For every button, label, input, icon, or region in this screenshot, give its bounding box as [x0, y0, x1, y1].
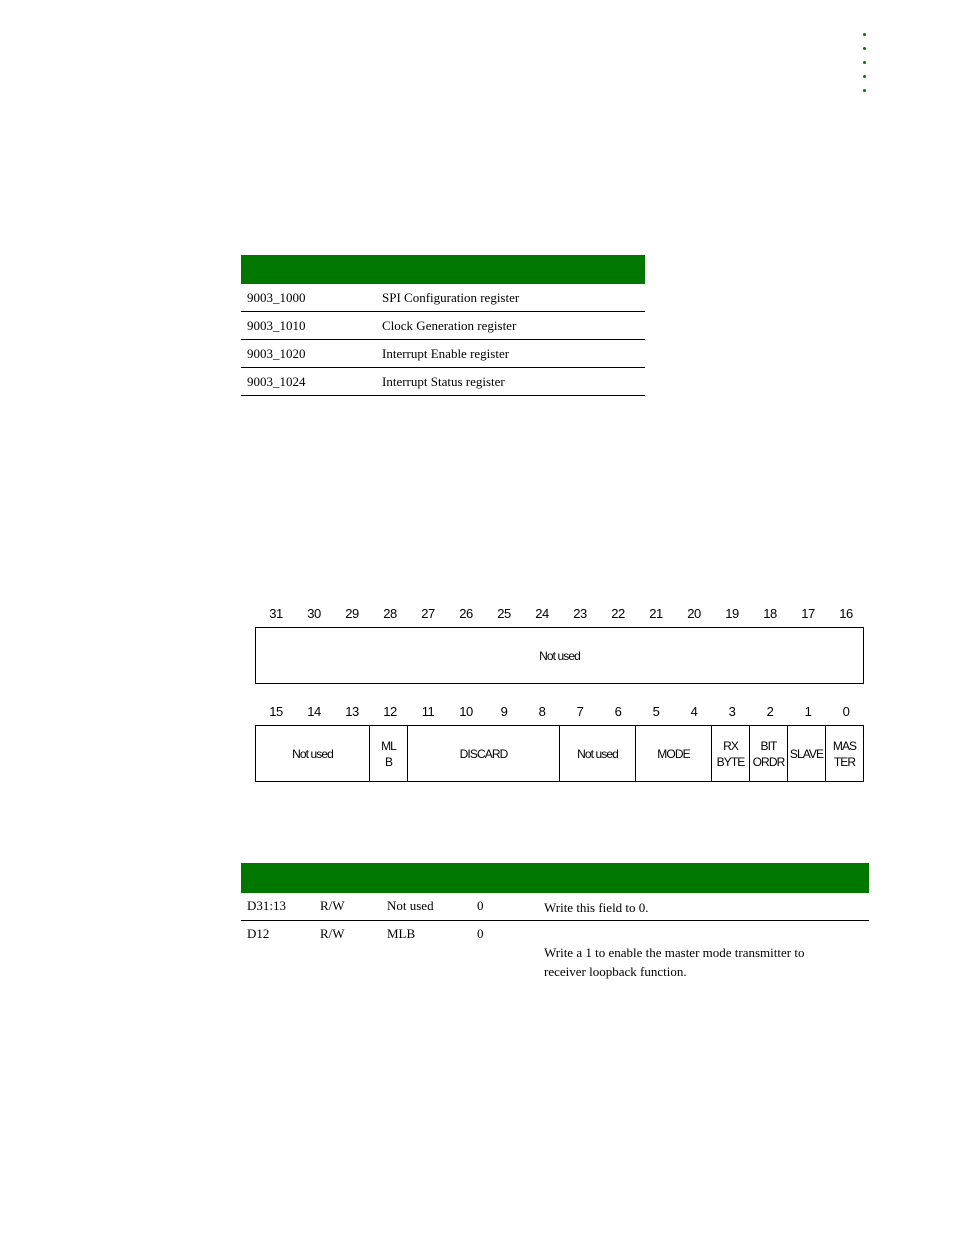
access-cell: R/W: [320, 898, 345, 913]
bit-number: 22: [611, 606, 625, 621]
register-cell: Clock Generation register: [382, 318, 517, 333]
bits-cell: D31:13: [247, 898, 286, 913]
field-label: Not used: [577, 746, 618, 761]
bit-number: 23: [573, 606, 587, 621]
field-label: Not used: [292, 746, 333, 761]
bit-number: 6: [614, 704, 622, 719]
field-not-used-7-6: [559, 726, 635, 781]
register-address-table: [241, 255, 645, 396]
upper-bit-numbers: [255, 606, 864, 622]
margin-dots-decoration: [863, 33, 869, 103]
address-cell: 9003_1010: [247, 318, 306, 333]
description-cell: Write a 1 to enable the master mode transmitter to receiver loopback function.: [544, 945, 805, 979]
bit-number: 0: [842, 704, 850, 719]
bit-number: 18: [763, 606, 777, 621]
field-discard: [407, 726, 559, 781]
upper-register-box: [255, 627, 864, 684]
bit-number: 8: [538, 704, 546, 719]
field-label-line2: ORDR: [752, 754, 785, 769]
bit-number: 11: [421, 704, 435, 719]
field-not-used-15-13: [256, 726, 369, 781]
register-cell: SPI Configuration register: [382, 290, 520, 305]
bit-number: 12: [383, 704, 397, 719]
register-cell: Interrupt Status register: [382, 374, 505, 389]
bit-number: 21: [649, 606, 663, 621]
bit-number: 16: [839, 606, 853, 621]
field-not-used: Not used: [539, 648, 580, 663]
field-description-table: [241, 863, 869, 1001]
bit-number: 13: [345, 704, 359, 719]
bit-number: 15: [269, 704, 283, 719]
field-label-line2: B: [384, 754, 393, 769]
lower-register-box: [255, 725, 864, 782]
mnemonic-cell: MLB: [387, 926, 416, 941]
description-cell: Write this field to 0.: [544, 900, 649, 915]
dot: [863, 33, 866, 36]
table-row: [241, 368, 645, 396]
field-mode: [635, 726, 711, 781]
field-label: MODE: [657, 746, 690, 761]
bit-number: 10: [459, 704, 473, 719]
lower-bit-numbers: [255, 704, 864, 720]
bit-number: 29: [345, 606, 359, 621]
bit-number: 9: [500, 704, 508, 719]
mnemonic-cell: Not used: [387, 898, 434, 913]
table-row: [241, 312, 645, 340]
dot: [863, 75, 866, 78]
address-cell: 9003_1000: [247, 290, 306, 305]
bit-number: 28: [383, 606, 397, 621]
bit-number: 5: [652, 704, 660, 719]
register-cell: Interrupt Enable register: [382, 346, 510, 361]
field-mlb: [369, 726, 407, 781]
table-row: [241, 921, 869, 1001]
field-rx-byte: [711, 726, 749, 781]
field-label-line1: ML: [381, 738, 396, 753]
field-slave: [787, 726, 825, 781]
table-row: [241, 284, 645, 312]
reset-cell: 0: [477, 898, 484, 913]
field-label: DISCARD: [459, 746, 508, 761]
address-cell: 9003_1020: [247, 346, 306, 361]
bit-number: 14: [307, 704, 321, 719]
bit-number: 3: [728, 704, 736, 719]
table-row: [241, 893, 869, 921]
field-label-line2: TER: [833, 754, 856, 769]
field-label-line1: BIT: [760, 738, 777, 753]
bit-number: 30: [307, 606, 321, 621]
table-header-bar: [241, 255, 645, 284]
field-label-line2: BYTE: [716, 754, 745, 769]
address-cell: 9003_1024: [247, 374, 306, 389]
bit-number: 2: [766, 704, 774, 719]
bit-number: 31: [269, 606, 283, 621]
field-label-line1: MAS: [832, 738, 857, 753]
bit-number: 27: [421, 606, 435, 621]
bit-number: 7: [576, 704, 584, 719]
dot: [863, 47, 866, 50]
dot: [863, 89, 866, 92]
reset-cell: 0: [477, 926, 484, 941]
bit-number: 20: [687, 606, 701, 621]
access-cell: R/W: [320, 926, 345, 941]
bit-number: 26: [459, 606, 473, 621]
bit-number: 19: [725, 606, 739, 621]
field-label: SLAVE: [789, 746, 824, 761]
field-master: [825, 726, 863, 781]
table-header-bar: [241, 863, 869, 893]
bit-number: 25: [497, 606, 511, 621]
bit-number: 17: [801, 606, 815, 621]
bit-number: 24: [535, 606, 549, 621]
table-row: [241, 340, 645, 368]
field-label-line1: RX: [723, 738, 738, 753]
bit-number: 1: [804, 704, 812, 719]
bit-number: 4: [690, 704, 698, 719]
bits-cell: D12: [247, 926, 270, 941]
dot: [863, 61, 866, 64]
field-bit-ordr: [749, 726, 787, 781]
